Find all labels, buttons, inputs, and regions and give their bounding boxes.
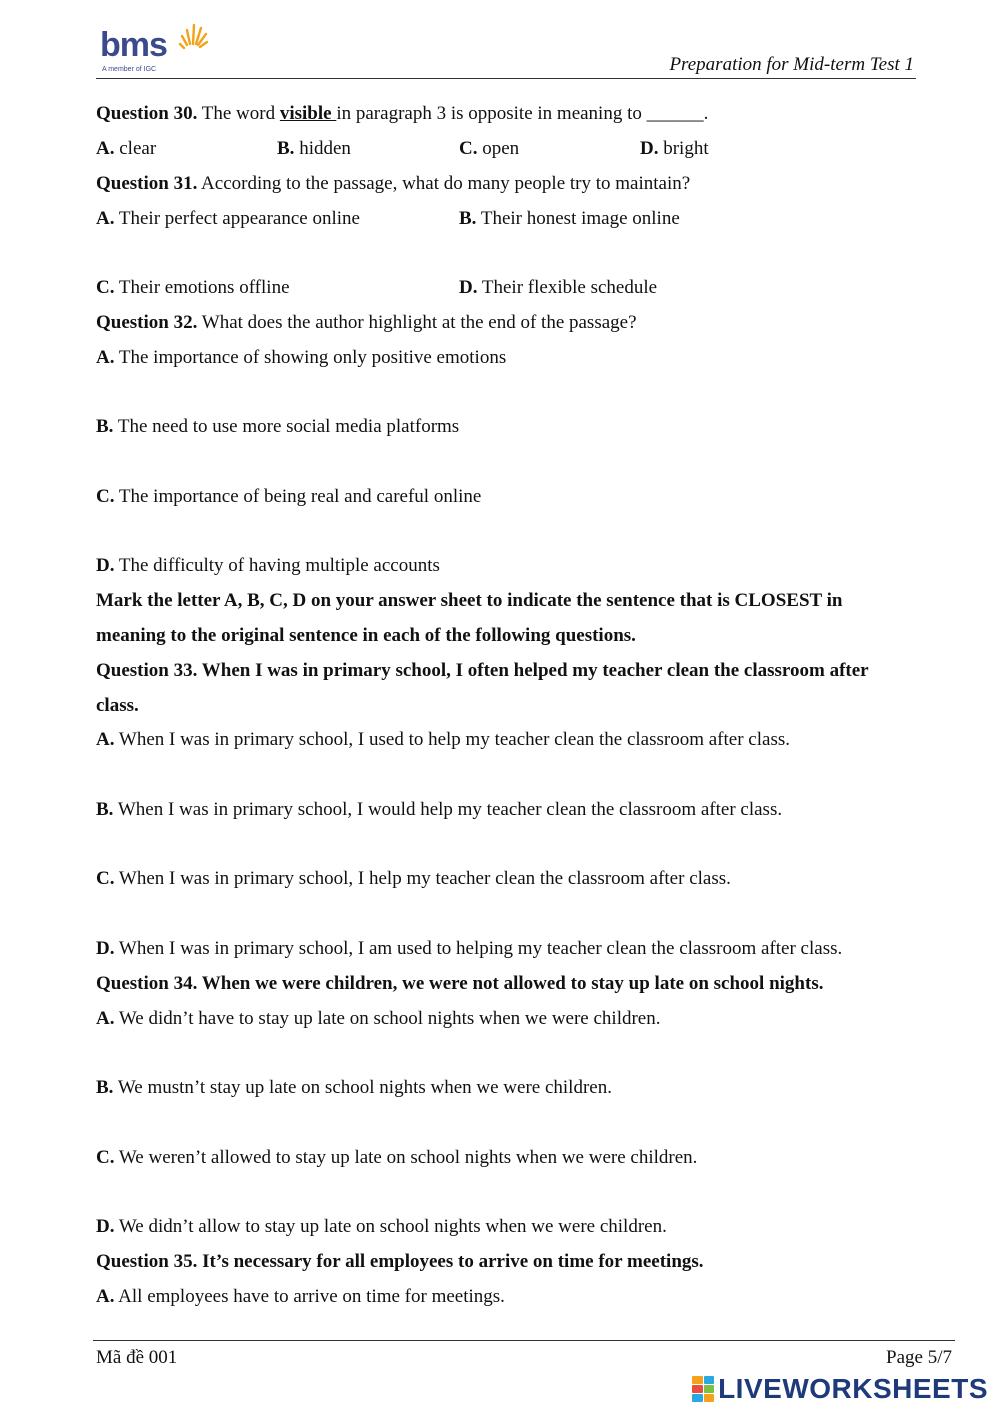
option-letter: C. [96,486,115,507]
option-letter: A. [96,729,115,750]
option-letter: D. [640,138,659,159]
option-d[interactable] [96,1217,667,1236]
option-b[interactable] [459,209,680,228]
option-letter: A. [96,347,115,368]
option-letter: B. [277,138,295,159]
option-letter: A. [96,1286,115,1307]
option-text: clear [114,138,157,159]
header-title: Preparation for Mid-term Test 1 [669,54,914,75]
option-letter: A. [96,138,115,159]
option-b[interactable] [96,1078,612,1097]
option-c[interactable] [96,487,481,506]
bms-logo [100,22,210,80]
header-divider [96,78,916,79]
option-text: The difficulty of having multiple accounts [114,555,440,576]
option-letter: B. [96,1077,114,1098]
option-letter: B. [96,416,114,437]
option-text: We didn’t allow to stay up late on school nights when we were children. [114,1216,667,1237]
question-label: Question 31. [96,173,198,194]
option-text: When I was in primary school, I used to help my teacher clean the classroom after class. [114,729,790,750]
option-text: hidden [294,138,351,159]
option-d[interactable] [459,278,657,297]
logo-text: bms [100,26,167,64]
logo-subtitle: A member of IGC [102,66,157,73]
highlighted-word: visible [279,103,337,124]
question-33: Question 33. When I was in primary school, I often helped my teacher clean the classroom after [96,660,869,681]
option-letter: B. [96,799,114,820]
liveworksheets-text: LIVEWORKSHEETS [718,1373,988,1404]
liveworksheets-logo [692,1372,988,1406]
option-d[interactable] [96,556,440,575]
option-d[interactable] [640,139,709,158]
option-letter: C. [96,1147,115,1168]
sun-icon [178,22,208,52]
option-d[interactable] [96,939,842,958]
footer-divider [93,1340,955,1341]
option-letter: C. [459,138,478,159]
option-c[interactable] [459,139,519,158]
option-a[interactable] [96,348,506,367]
option-c[interactable] [96,869,731,888]
option-text: Their flexible schedule [477,277,658,298]
question-31 [96,174,690,193]
instruction-line: Mark the letter A, B, C, D on your answer sheet to indicate the sentence that is CLOSEST in [96,590,843,611]
question-30 [96,104,708,123]
option-c[interactable] [96,1148,697,1167]
question-text: in paragraph 3 is opposite in meaning to ______. [336,103,709,124]
page-number: Page 5/7 [886,1347,952,1368]
question-33-continued: class. [96,695,139,716]
question-32 [96,313,637,332]
option-a[interactable] [96,209,360,228]
question-text: According to the passage, what do many people try to maintain? [197,173,691,194]
option-letter: A. [96,1008,115,1029]
option-letter: C. [96,277,115,298]
option-a[interactable] [96,730,790,749]
option-text: bright [658,138,709,159]
option-a[interactable] [96,139,156,158]
option-letter: A. [96,208,115,229]
option-b[interactable] [96,417,459,436]
question-label: Question 30. [96,103,198,124]
option-a[interactable] [96,1009,660,1028]
question-text: What does the author highlight at the end of the passage? [197,312,637,333]
option-text: The need to use more social media platforms [113,416,460,437]
option-text: When I was in primary school, I help my teacher clean the classroom after class. [114,868,731,889]
option-text: We didn’t have to stay up late on school nights when we were children. [114,1008,661,1029]
option-a[interactable] [96,1287,505,1306]
option-letter: D. [96,938,115,959]
option-text: All employees have to arrive on time for meetings. [114,1286,505,1307]
option-letter: D. [96,555,115,576]
option-text: Their honest image online [476,208,680,229]
option-b[interactable] [277,139,351,158]
question-34: Question 34. When we were children, we were not allowed to stay up late on school nights. [96,973,824,994]
option-b[interactable] [96,800,782,819]
question-35: Question 35. It’s necessary for all employees to arrive on time for meetings. [96,1251,704,1272]
option-text: open [477,138,520,159]
liveworksheets-icon [692,1376,714,1402]
question-text: The word [197,103,280,124]
option-text: The importance of showing only positive emotions [114,347,507,368]
option-text: The importance of being real and careful online [114,486,482,507]
option-text: When I was in primary school, I am used to helping my teacher clean the classroom after class. [114,938,843,959]
instruction-line: meaning to the original sentence in each of the following questions. [96,625,636,646]
option-text: Their perfect appearance online [114,208,360,229]
option-text: When I was in primary school, I would help my teacher clean the classroom after class. [113,799,783,820]
option-letter: C. [96,868,115,889]
option-text: We mustn’t stay up late on school nights when we were children. [113,1077,612,1098]
option-c[interactable] [96,278,290,297]
question-label: Question 32. [96,312,198,333]
option-text: We weren’t allowed to stay up late on school nights when we were children. [114,1147,698,1168]
exam-code: Mã đề 001 [96,1347,178,1368]
option-letter: D. [96,1216,115,1237]
option-letter: B. [459,208,477,229]
option-letter: D. [459,277,478,298]
option-text: Their emotions offline [114,277,290,298]
